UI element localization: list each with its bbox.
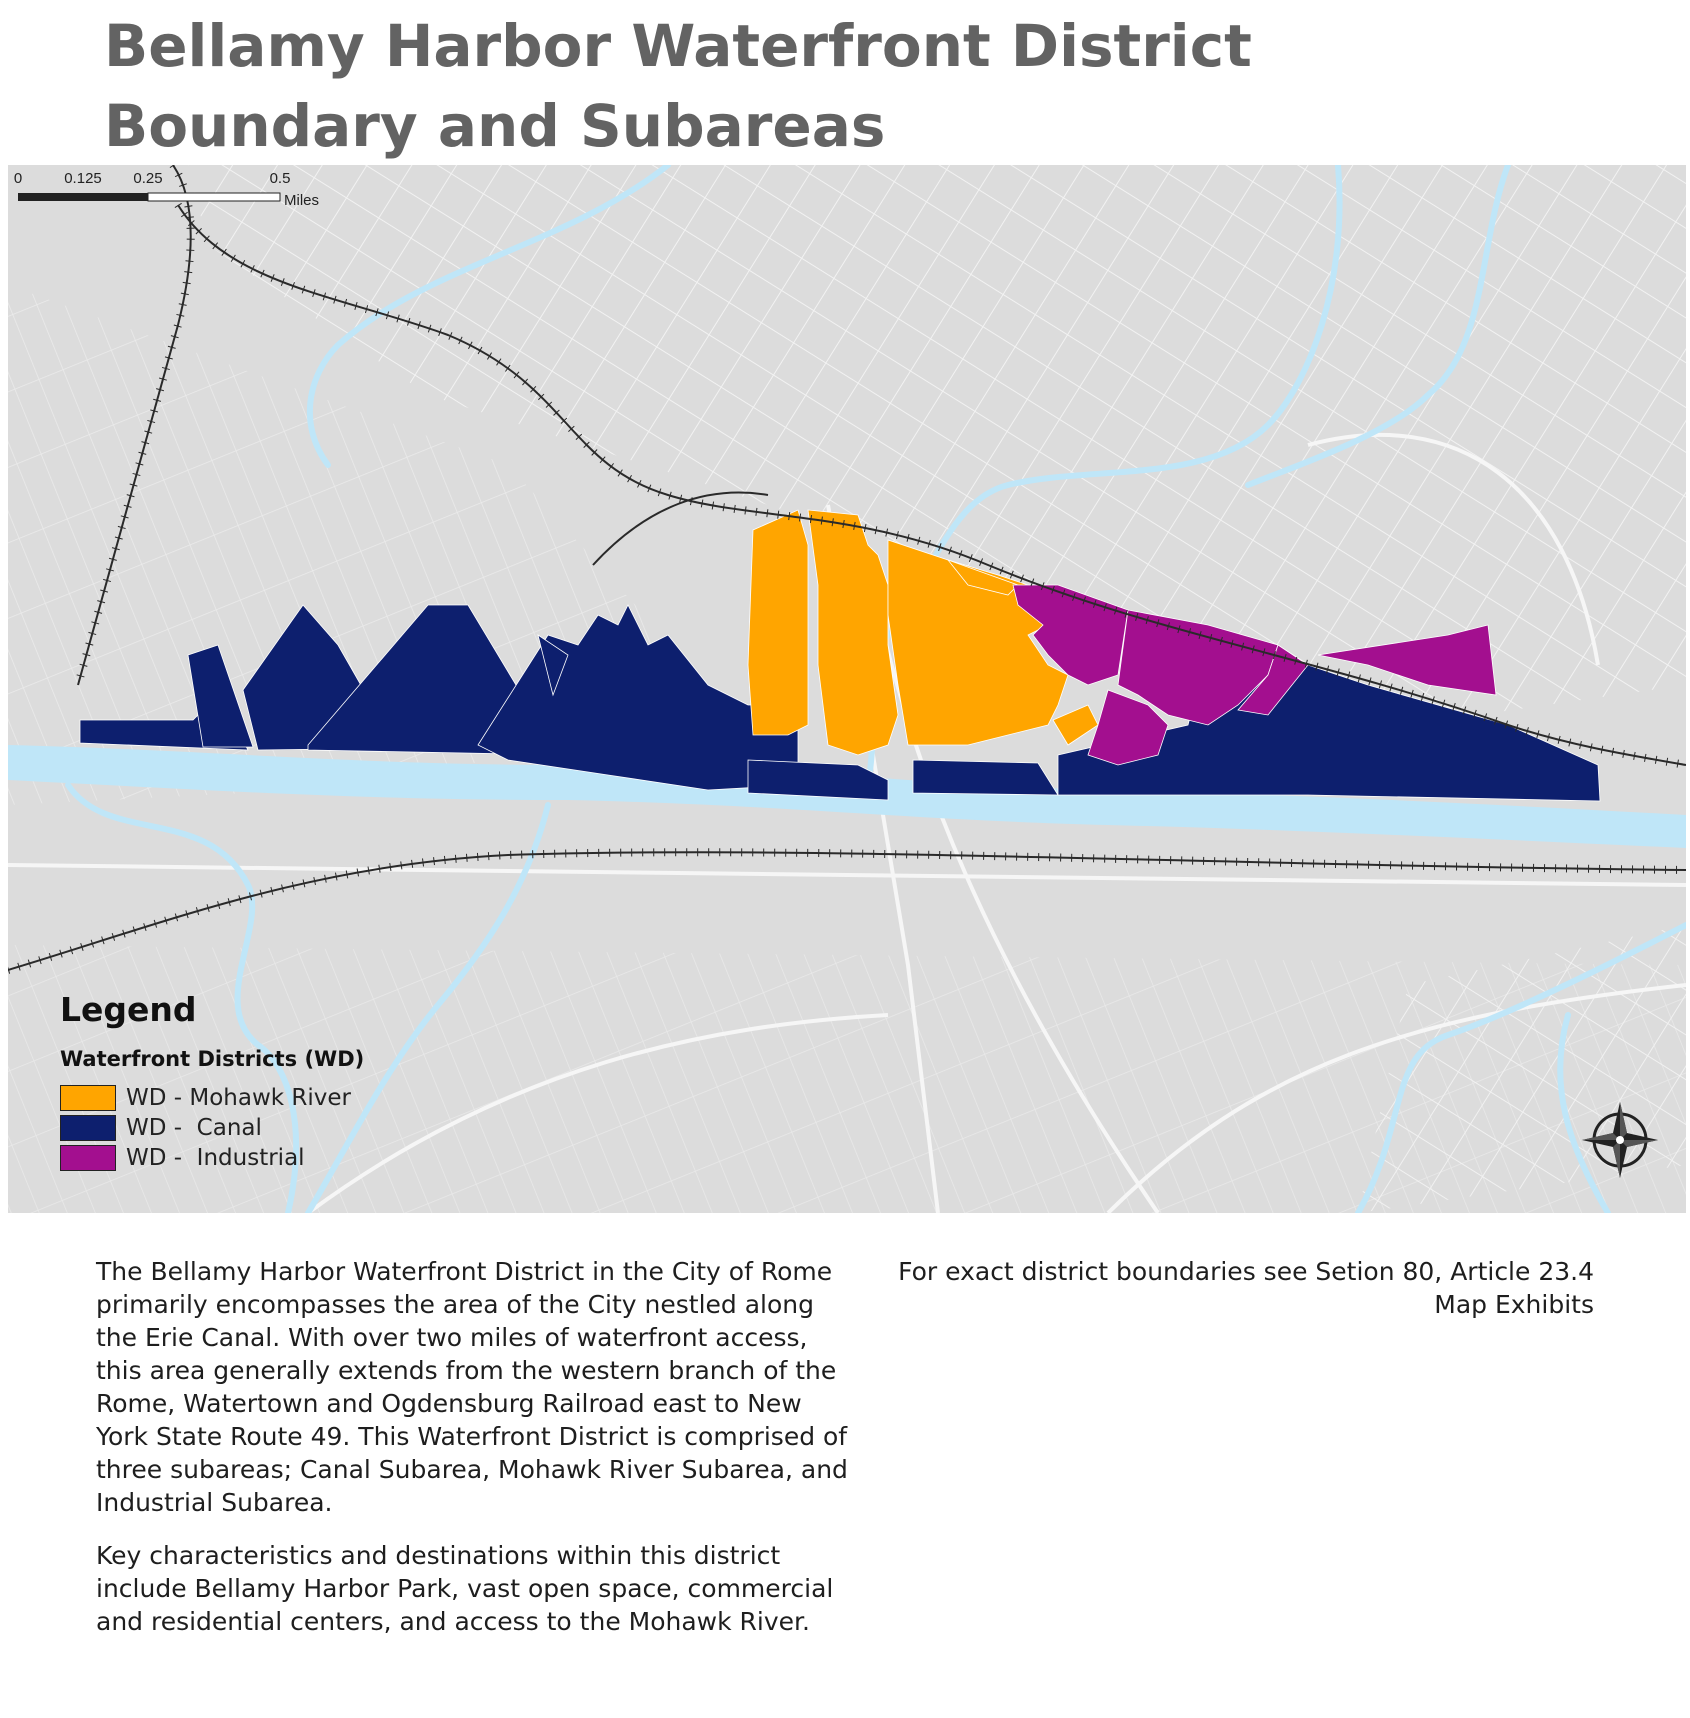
scale-tick-label: 0.5 <box>269 170 291 187</box>
legend-label: WD - Mohawk River <box>126 1085 351 1111</box>
description-paragraph: The Bellamy Harbor Waterfront District in the City of Rome primarily encompasses the area of the City nestled along the Erie Canal. With over two miles of waterfront access, this area generally extends from the western branch of the Rome, Watertown and Ogdensburg Railroad east to New York State Route 49. This Waterfront District is comprised of three subareas; Canal Subarea, Mohawk River Subarea, and Industrial Subarea. <box>96 1257 848 1517</box>
legend-swatch-mohawk-river <box>60 1085 116 1111</box>
boundary-reference-note: For exact district boundaries see Setion 80, Article 23.4 Map Exhibits <box>898 1257 1594 1319</box>
legend-item-canal <box>60 1113 364 1143</box>
legend-item-industrial <box>60 1143 364 1173</box>
legend-swatch-industrial <box>60 1145 116 1171</box>
description-paragraph: Key characteristics and destinations within this district include Bellamy Harbor Park, vast open space, commercial and residential centers, and access to the Mohawk River. <box>96 1541 834 1636</box>
map-legend <box>60 990 364 1173</box>
legend-subtitle: Waterfront Districts (WD) <box>60 1047 365 1071</box>
scale-tick-label: 0.25 <box>133 170 163 187</box>
scale-bar-segment-dark <box>18 193 148 201</box>
district-description <box>96 1255 856 1658</box>
legend-label: WD - Canal <box>126 1115 262 1141</box>
scale-unit: Miles <box>284 192 320 209</box>
legend-title: Legend <box>60 990 197 1029</box>
legend-item-mohawk-river <box>60 1083 364 1113</box>
legend-swatch-canal <box>60 1115 116 1141</box>
scale-bar <box>8 165 328 225</box>
legend-label: WD - Industrial <box>126 1145 305 1171</box>
scale-tick-label: 0.125 <box>64 170 102 187</box>
scale-bar-segment-light <box>148 193 280 201</box>
district-map[interactable] <box>8 165 1686 1213</box>
scale-tick-label: 0 <box>13 170 23 187</box>
page-title: Bellamy Harbor Waterfront District Boundary and Subareas <box>104 12 1252 160</box>
